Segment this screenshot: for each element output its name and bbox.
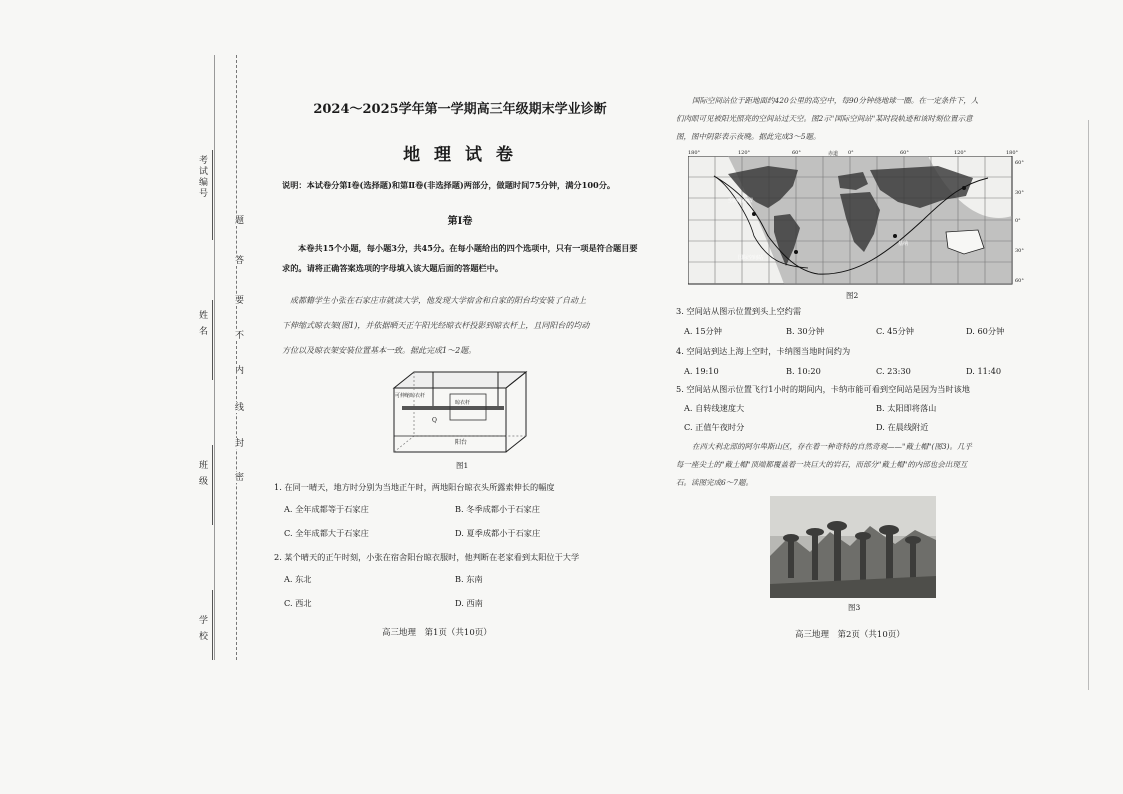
question-1-option-c[interactable]: C. 全年成都大于石家庄 <box>284 528 369 538</box>
question-2-option-c[interactable]: C. 西北 <box>284 598 312 608</box>
passage-3-line-1: 在西大利北部的阿尔卑斯山区，存在着一种奇特的自然奇观——"戴土帽"(图3)。几乎 <box>692 442 973 451</box>
figure-1-label-rod: 可伸缩晾衣杆 <box>395 393 426 399</box>
figure-2-top-ticks <box>688 150 1028 158</box>
section-title: 第Ⅰ卷 <box>447 216 473 227</box>
section-intro: 本卷共15个小题，每小题3分，共45分。在每小题给出的四个选项中，只有一项是符合题目要求的。请将正确答案选项的字母填入该大题后面的答题栏中。 <box>282 243 638 273</box>
exam-number-line <box>212 150 213 240</box>
subject-title: 地 理 试 卷 <box>403 145 517 165</box>
question-1-option-b[interactable]: B. 冬季成都小于石家庄 <box>455 504 540 514</box>
question-2-option-a[interactable]: A. 东北 <box>284 574 312 584</box>
question-4-stem: 4. 空间站到达上海上空时，卡纳图当地时间约为 <box>676 346 851 356</box>
tick-lat-1: 60° <box>1015 160 1024 166</box>
figure-1-label-rack: 晾衣杆 <box>455 400 471 406</box>
question-5-option-c[interactable]: C. 正值午夜时分 <box>684 422 745 432</box>
figure-2-right-ticks <box>1015 160 1035 286</box>
figure-3-photo <box>770 496 936 598</box>
figure-3-caption: 图3 <box>848 603 861 612</box>
question-3-option-c[interactable]: C. 45分钟 <box>876 326 914 336</box>
seal-char-7: 封 <box>233 438 243 449</box>
passage-3-line-2: 每一座尖土的"戴土帽"顶端都覆盖着一块巨大的岩石，而部分"戴土帽"的内部也会出现互 <box>676 460 968 469</box>
exam-number-label: 考试编号 <box>197 155 207 199</box>
question-3-option-d[interactable]: D. 60分钟 <box>966 326 1005 336</box>
question-5-option-b[interactable]: B. 太阳即将落山 <box>876 403 937 413</box>
question-3-stem: 3. 空间站从图示位置到头上空约需 <box>676 306 802 316</box>
right-page-footer: 高三地理 第2页（共10页） <box>795 630 905 640</box>
passage-1-line-3: 方位以及晾衣架安装位置基本一致。据此完成1～2题。 <box>282 346 477 355</box>
seal-char-2: 答 <box>233 255 243 266</box>
question-2-stem: 2. 某个晴天的正午时刻，小张在宿舍阳台晾衣服时，他判断在老家看到太阳位于大学 <box>274 552 580 562</box>
binding-line <box>214 55 215 660</box>
figure-1-caption: 图1 <box>456 461 469 470</box>
tick-lat-4: 30° <box>1015 248 1024 254</box>
seal-char-8: 密 <box>233 472 243 483</box>
figure-2-label-lower: 国际空间站 <box>738 255 764 261</box>
exam-title: 2024～2025学年第一学期高三年级期末学业诊断 <box>313 102 607 117</box>
figure-2-map <box>688 156 1028 286</box>
school-label: 学 校 <box>197 615 207 642</box>
question-5-option-d[interactable]: D. 在晨线附近 <box>876 422 929 432</box>
tick-lat-5: 60° <box>1015 278 1024 284</box>
figure-1-label-q: Q <box>432 417 437 424</box>
question-2-option-d[interactable]: D. 西南 <box>455 598 483 608</box>
question-1-option-a[interactable]: A. 全年成都等于石家庄 <box>284 504 369 514</box>
tick-lon-2: 120° <box>738 150 751 156</box>
tick-lon-4: 0° <box>848 150 854 156</box>
tick-lon-7: 180° <box>1006 150 1019 156</box>
question-5-option-a[interactable]: A. 自转线速度大 <box>684 403 745 413</box>
figure-1-label-balcony: 阳台 <box>455 439 468 446</box>
question-4-option-b[interactable]: B. 10:20 <box>786 366 821 376</box>
passage-2-line-2: 们肉眼可见被阳光照亮的空间站过天空。图2示"国际空间站"某时段轨迹和该时刻位置示意 <box>676 114 973 123</box>
figure-2-label-site: 空间站位置 <box>728 198 754 204</box>
seal-line <box>236 55 237 660</box>
tick-lon-equator: 赤道 <box>828 151 839 157</box>
tick-lat-3: 0° <box>1015 218 1021 224</box>
name-line <box>212 300 213 380</box>
tick-lon-6: 120° <box>954 150 967 156</box>
name-label: 姓 名 <box>197 310 207 337</box>
tick-lon-1: 180° <box>688 150 701 156</box>
seal-char-3: 要 <box>233 295 243 306</box>
figure-2-label-city: 基纳 <box>898 241 909 247</box>
passage-3-line-3: 石。读图完成6～7题。 <box>676 478 754 487</box>
question-3-option-b[interactable]: B. 30分钟 <box>786 326 825 336</box>
seal-char-6: 线 <box>233 402 243 413</box>
question-3-option-a[interactable]: A. 15分钟 <box>684 326 722 336</box>
question-2-option-b[interactable]: B. 东南 <box>455 574 483 584</box>
instructions: 说明：本试卷分第Ⅰ卷(选择题)和第Ⅱ卷(非选择题)两部分，做题时间75分钟，满分100分。 <box>282 180 616 190</box>
question-4-option-d[interactable]: D. 11:40 <box>966 366 1002 376</box>
tick-lat-2: 30° <box>1015 190 1024 196</box>
passage-1-line-2: 下伸缩式晾衣架(图1)，并依据晒天正午阳光经晾衣杆投影到晾衣杆上，且同阳台的均动 <box>282 321 590 330</box>
question-1-stem: 1. 在同一晴天，地方时分别为当地正午时，两地阳台晾衣头所露索伸长的幅度 <box>274 482 555 492</box>
figure-2-caption: 图2 <box>846 291 859 300</box>
passage-2-line-1: 国际空间站位于距地面约420公里的高空中，每90分钟绕地球一圈。在一定条件下，人 <box>692 96 979 105</box>
tick-lon-5: 60° <box>900 150 909 156</box>
tick-lon-3: 60° <box>792 150 801 156</box>
school-line <box>212 590 213 660</box>
question-4-option-c[interactable]: C. 23:30 <box>876 366 911 376</box>
seal-char-4: 不 <box>233 330 243 341</box>
right-page-edge <box>1088 120 1089 690</box>
class-line <box>212 445 213 525</box>
seal-char-5: 内 <box>233 365 243 376</box>
passage-2-line-3: 图，图中阴影表示夜晚。据此完成3～5题。 <box>676 132 821 141</box>
question-5-stem: 5. 空间站从图示位置飞行1小时的期间内，卡纳市能可看到空间站是因为当时该地 <box>676 384 970 394</box>
passage-1-line-1: 成都籍学生小张在石家庄市就读大学，他发现大学宿舍和自家的阳台均安装了自动上 <box>290 296 586 305</box>
question-4-option-a[interactable]: A. 19:10 <box>684 366 719 376</box>
left-page-footer: 高三地理 第1页（共10页） <box>382 628 492 638</box>
seal-char-1: 题 <box>233 215 243 226</box>
class-label: 班 级 <box>197 460 207 487</box>
question-1-option-d[interactable]: D. 夏季成都小于石家庄 <box>455 528 541 538</box>
